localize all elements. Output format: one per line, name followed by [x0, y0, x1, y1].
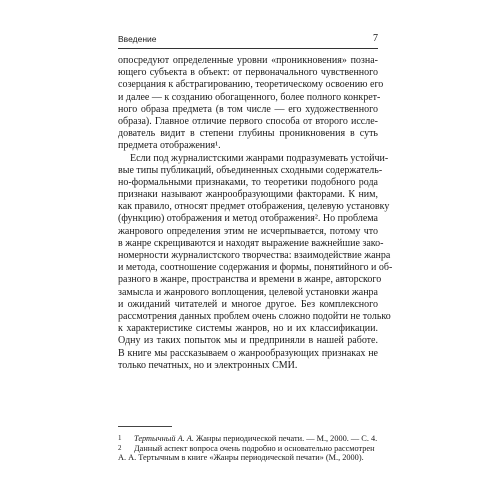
- text-line: образа). Главное отличие первого способа от второго иссле-: [118, 115, 378, 127]
- text-line: и метода, соотношение содержания и формы, понятийного и об-: [118, 262, 393, 274]
- footnote-separator: [118, 426, 172, 427]
- text-line: В книге мы рассказываем о жанрообразующих признаках не: [118, 347, 378, 359]
- page-number: 7: [373, 33, 378, 44]
- text-line: рассмотрения данных проблем очень сложно подойти не только: [118, 310, 391, 322]
- text-line: опосредуют определенные уровни «проникновения» позна-: [118, 55, 378, 66]
- text-line: разного в жанре, пространства и времени в жанре, авторского: [118, 274, 382, 286]
- text-line: ющего субъекта в объект: от первоначального чувственного: [118, 67, 378, 79]
- footnote-mark: 2: [118, 444, 122, 453]
- footnote-text: Жанры периодической печати. — М., 2000. — С. 4.: [193, 434, 378, 443]
- text-line: жанрового определения этим не исчерпывается, потому что: [118, 225, 378, 237]
- body-text: [118, 55, 393, 372]
- footnote-1: [118, 433, 378, 443]
- footnotes: [118, 433, 378, 464]
- footnote-text: Данный аспект вопроса очень подробно и основательно рассмотрен: [134, 444, 375, 454]
- text-line: ного образа предмета (в том числе — его художественного: [118, 103, 378, 115]
- text-line: дователь видит в степени глубины проникновения в суть: [118, 128, 378, 140]
- text-line: Одну из таких попыток мы и предприняли в нашей работе.: [118, 335, 378, 347]
- text-line: но-формальными признаками, то теоретики подобного рода: [118, 176, 378, 188]
- text-line: созерцания к абстрагированию, теоретическому освоению его: [118, 79, 384, 91]
- header-rule: [118, 48, 378, 49]
- footnote-mark: 1: [118, 434, 122, 442]
- text-line: предмета отображения¹.: [118, 140, 221, 152]
- text-line: признаки называют жанрообразующими факторами. К ним,: [118, 189, 378, 201]
- text-line: номерности журналистского творчества: взаимодействие жанра: [118, 250, 391, 261]
- text-line: как правило, относят предмет отображения, целевую установку: [118, 201, 390, 213]
- footnote-2: [118, 443, 378, 453]
- text-line: вые типы публикаций, объединенных сходными содержатель-: [118, 164, 383, 176]
- footnote-2-continuation: А. А. Тертычным в книге «Жанры периодической печати» (М., 2000).: [118, 453, 364, 463]
- text-line: в жанре скрещиваются и находят выражение важнейшие зако-: [118, 237, 384, 249]
- text-line: (функцию) отображения и метод отображения². Но проблема: [118, 213, 378, 225]
- text-line: и далее — к созданию обогащенного, более полного конкрет-: [118, 91, 381, 103]
- text-line: только печатных, но и электронных СМИ.: [118, 359, 298, 371]
- paragraph-start-line: Если под журналистскими жанрами подразумевать устойчи-: [130, 152, 389, 164]
- text-line: замысла и жанрового воплощения, целевой установки жанра: [118, 286, 378, 298]
- running-head: [118, 34, 378, 48]
- text-line: и ожиданий читателей и многое другое. Без комплексного: [118, 298, 378, 310]
- text-line: к характеристике системы жанров, но и их классификации.: [118, 323, 378, 335]
- footnote-author: Тертычный А. А.: [134, 434, 194, 443]
- running-title: Введение: [118, 34, 157, 44]
